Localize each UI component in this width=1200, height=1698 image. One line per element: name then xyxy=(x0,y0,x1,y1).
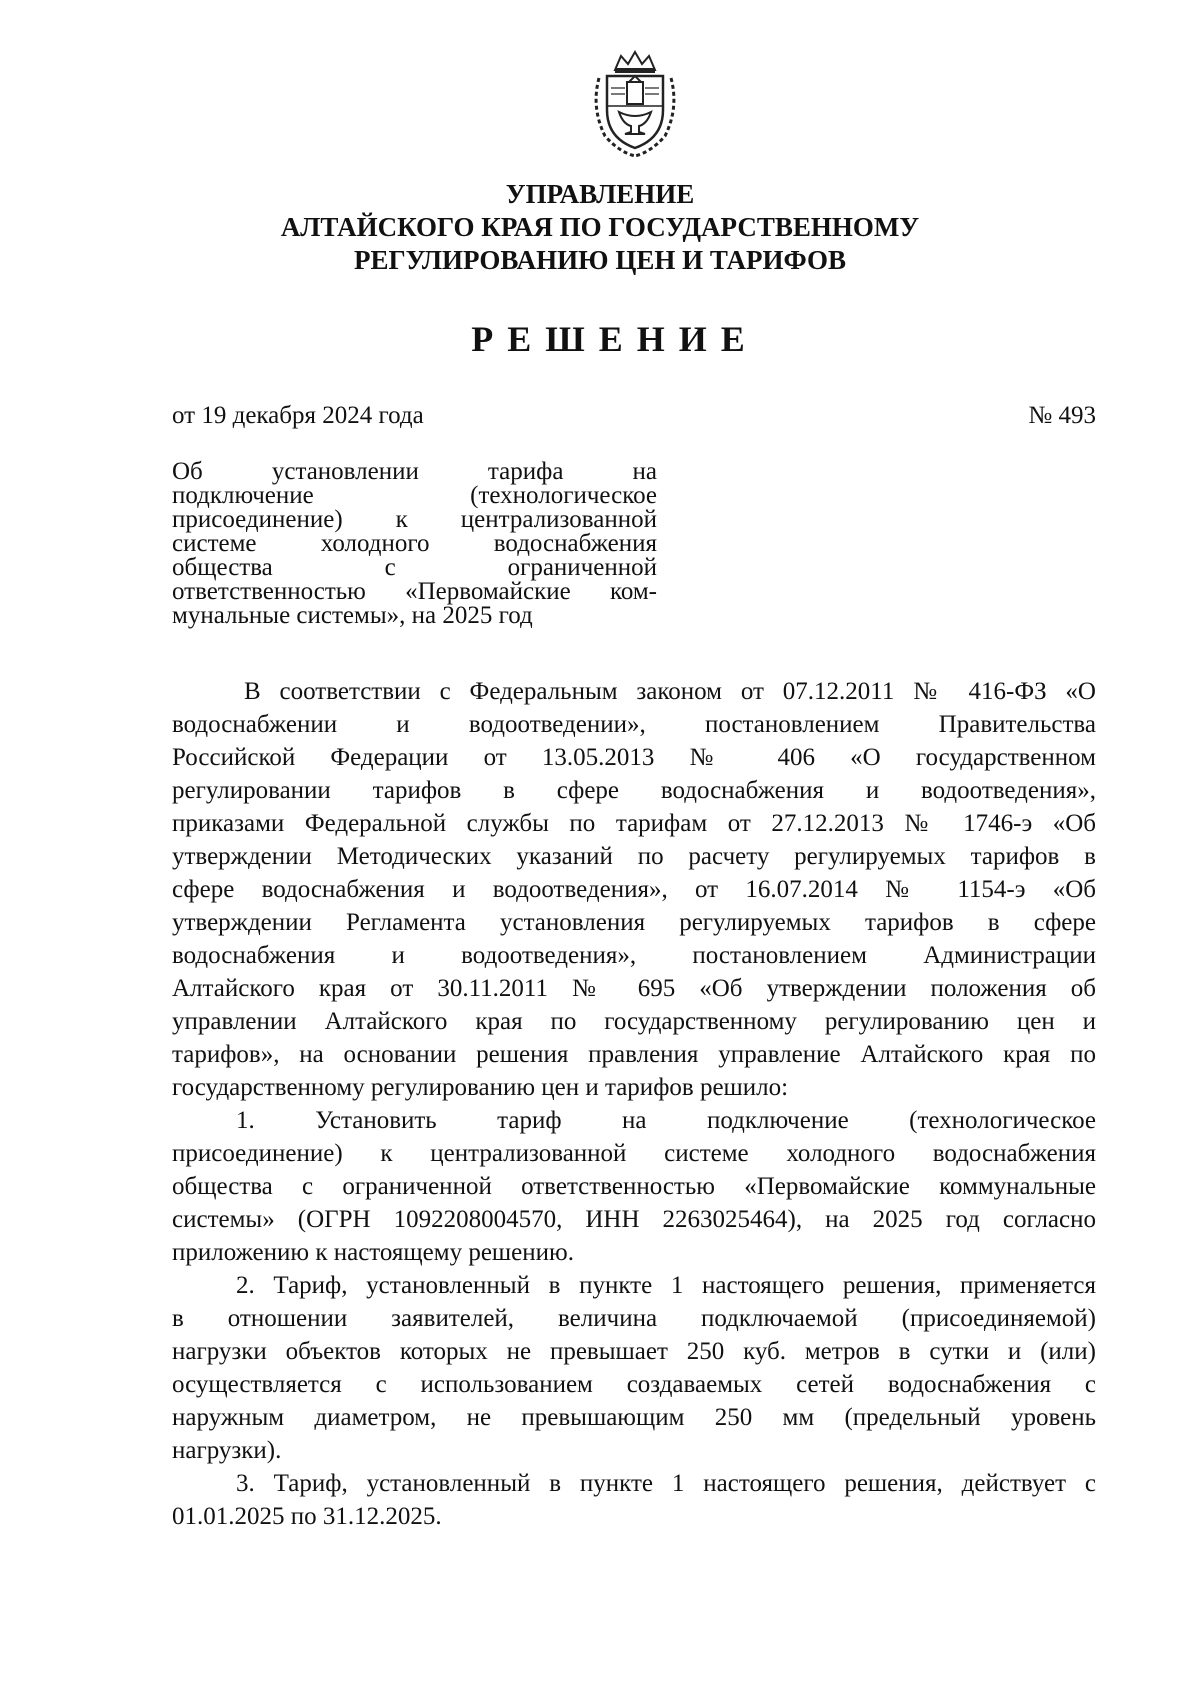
item-1-line: присоединение) к централизованной системе холодного водоснабжения xyxy=(172,1140,1096,1167)
org-line-2: АЛТАЙСКОГО КРАЯ ПО ГОСУДАРСТВЕННОМУ xyxy=(280,212,920,242)
item-2-line: в отношении заявителей, величина подключаемой (присоединяемой) xyxy=(172,1305,1096,1332)
org-line-3: РЕГУЛИРОВАНИЮ ЦЕН И ТАРИФОВ xyxy=(353,245,847,275)
subject-line: мунальные системы», на 2025 год xyxy=(172,602,533,629)
item-1-line: системы» (ОГРН 1092208004570, ИНН 2263025464), на 2025 год согласно xyxy=(172,1206,1096,1233)
preamble-line: регулировании тарифов в сфере водоснабжения и водоотведения», xyxy=(172,777,1096,804)
preamble-line: государственному регулированию цен и тарифов решило: xyxy=(172,1074,789,1101)
organization-name xyxy=(0,178,1200,277)
preamble-line: управлении Алтайского края по государственному регулированию цен и xyxy=(172,1008,1096,1035)
item-3-line: 3. Тариф, установленный в пункте 1 настоящего решения, действует с xyxy=(236,1470,1096,1497)
preamble-line: Алтайского края от 30.11.2011 № 695 «Об утверждении положения об xyxy=(172,975,1096,1002)
preamble-line: сфере водоснабжения и водоотведения», от 16.07.2014 № 1154-э «Об xyxy=(172,876,1096,903)
subject-line: общества с ограниченной xyxy=(172,554,657,581)
subject-line: подключение (технологическое xyxy=(172,482,657,509)
item-3-paragraph xyxy=(172,1467,1096,1533)
coat-of-arms-emblem xyxy=(585,48,685,160)
preamble-line: утверждении Методических указаний по расчету регулируемых тарифов в xyxy=(172,843,1096,870)
subject-line: системе холодного водоснабжения xyxy=(172,530,657,557)
preamble-line: утверждении Регламента установления регулируемых тарифов в сфере xyxy=(172,909,1096,936)
item-2-paragraph xyxy=(172,1269,1096,1467)
preamble-line: водоснабжении и водоотведении», постановлением Правительства xyxy=(172,711,1096,738)
item-1-line: общества с ограниченной ответственностью «Первомайские коммунальные xyxy=(172,1173,1096,1200)
document-number: № 493 xyxy=(1028,402,1096,429)
item-2-line: нагрузки объектов которых не превышает 250 куб. метров в сутки и (или) xyxy=(172,1338,1096,1365)
item-1-paragraph xyxy=(172,1104,1096,1269)
item-2-line: осуществляется с использованием создаваемых сетей водоснабжения с xyxy=(172,1371,1096,1398)
document-type-title: РЕШЕНИЕ xyxy=(471,319,759,359)
preamble-line: В соответствии с Федеральным законом от 07.12.2011 № 416-ФЗ «О xyxy=(244,678,1096,705)
preamble-paragraph xyxy=(172,675,1096,1104)
subject-line: присоединение) к централизованной xyxy=(172,506,657,533)
preamble-line: приказами Федеральной службы по тарифам от 27.12.2013 № 1746-э «Об xyxy=(172,810,1096,837)
preamble-line: Российской Федерации от 13.05.2013 № 406 «О государственном xyxy=(172,744,1096,771)
item-1-line: приложению к настоящему решению. xyxy=(172,1239,574,1266)
item-3-line: 01.01.2025 по 31.12.2025. xyxy=(172,1503,442,1530)
subject-line: Об установлении тарифа на xyxy=(172,458,657,485)
preamble-line: тарифов», на основании решения правления управление Алтайского края по xyxy=(172,1041,1096,1068)
preamble-line: водоснабжения и водоотведения», постановлением Администрации xyxy=(172,942,1096,969)
item-2-line: 2. Тариф, установленный в пункте 1 настоящего решения, применяется xyxy=(236,1272,1096,1299)
item-1-line: 1. Установить тариф на подключение (технологическое xyxy=(236,1107,1096,1134)
document-date: от 19 декабря 2024 года xyxy=(172,402,424,429)
item-2-line: наружным диаметром, не превышающим 250 мм (предельный уровень xyxy=(172,1404,1096,1431)
item-2-line: нагрузки). xyxy=(172,1437,282,1464)
document-subject xyxy=(172,460,657,628)
document-body xyxy=(172,675,1096,1533)
subject-line: ответственностью «Первомайские ком- xyxy=(172,578,657,605)
org-line-1: УПРАВЛЕНИЕ xyxy=(505,179,695,209)
